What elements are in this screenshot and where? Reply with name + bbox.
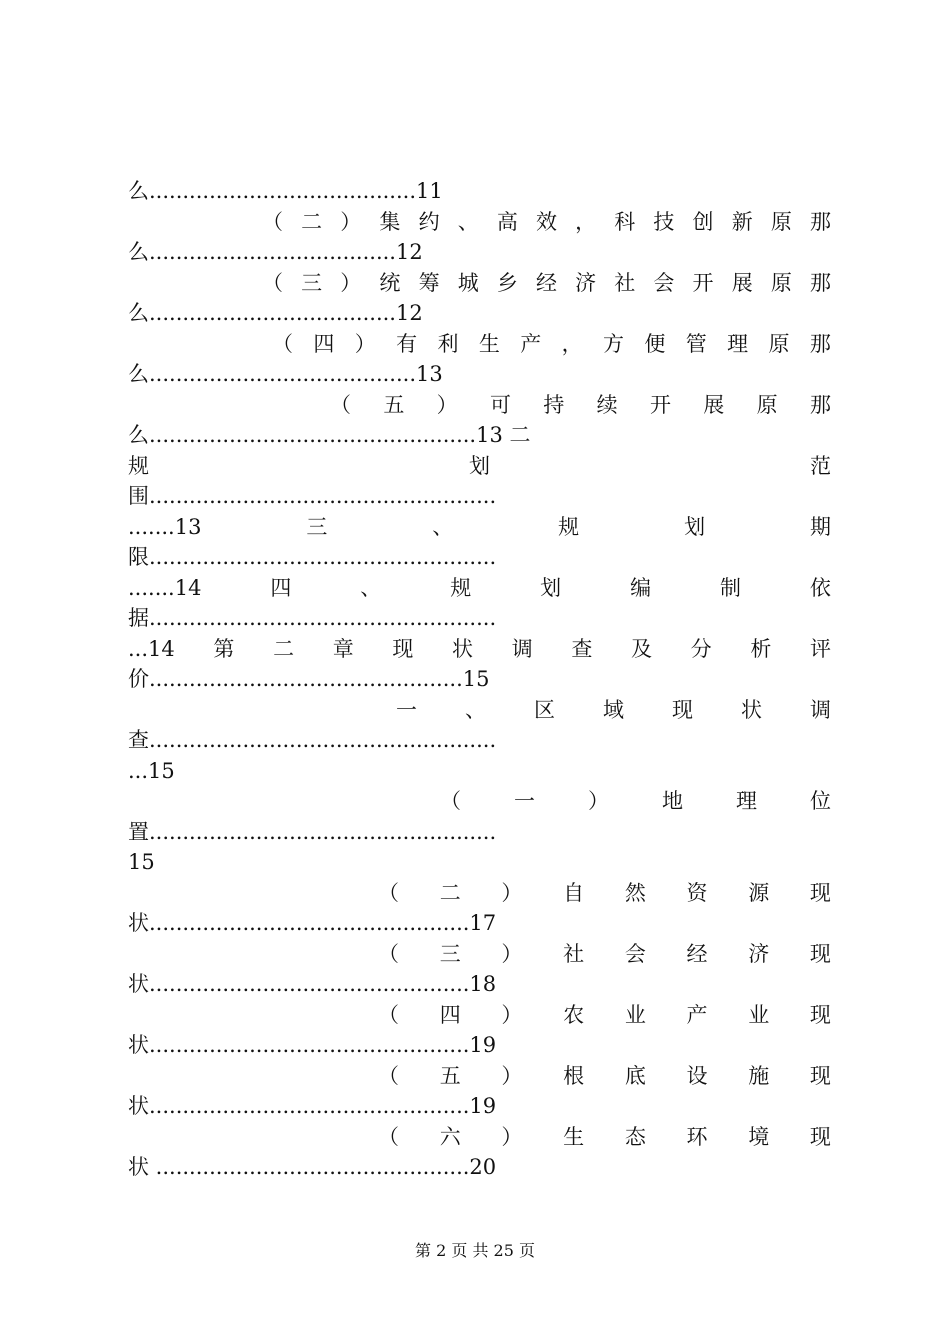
toc-token: 高: [496, 209, 518, 234]
toc-line: [128, 298, 831, 329]
toc-token: 新: [731, 209, 753, 234]
toc-token: 原: [770, 270, 792, 295]
toc-token: 查: [571, 636, 593, 661]
toc-token: 源: [748, 880, 770, 905]
toc-token: 及: [631, 636, 652, 661]
toc-token: （: [378, 880, 399, 905]
toc-line: [128, 1091, 831, 1122]
toc-token: 依: [809, 575, 831, 600]
toc-token: 划: [684, 514, 706, 539]
toc-token: 区: [534, 697, 555, 722]
toc-line: [128, 603, 831, 634]
toc-line: [128, 542, 831, 573]
toc-token: 农: [563, 1002, 585, 1027]
toc-token: 调: [511, 636, 533, 661]
toc-text: 状................................................19: [128, 1094, 497, 1118]
toc-token: 管: [685, 331, 707, 356]
toc-line: [128, 634, 831, 665]
toc-text: 状 ...............................................20: [128, 1155, 497, 1179]
toc-line: [128, 268, 831, 299]
toc-line: [128, 420, 831, 451]
toc-token: 划: [540, 575, 562, 600]
toc-line: [128, 1030, 831, 1061]
toc-token: 三: [301, 270, 323, 295]
toc-token: 创: [692, 209, 714, 234]
toc-token: 产: [686, 1002, 708, 1027]
toc-token: 期: [809, 514, 831, 539]
toc-token: 展: [703, 392, 725, 417]
toc-text: 价...............................................15: [128, 667, 490, 691]
toc-token: ，: [575, 209, 597, 234]
toc-token: 规: [128, 453, 149, 478]
toc-token: 分: [690, 636, 712, 661]
toc-line: [128, 969, 831, 1000]
toc-text: 么........................................11: [128, 179, 443, 203]
toc-line: [128, 1152, 831, 1183]
toc-token: 规: [450, 575, 472, 600]
toc-token: （: [262, 209, 283, 234]
toc-text: 么.....................................12: [128, 240, 423, 264]
toc-line: [128, 756, 831, 787]
toc-text: 查....................................................: [128, 728, 497, 752]
toc-token: ）: [436, 392, 458, 417]
toc-line: [128, 512, 831, 543]
toc-token: 业: [748, 1002, 770, 1027]
toc-line: [128, 481, 831, 512]
toc-token: 原: [756, 392, 778, 417]
toc-text: 置....................................................: [128, 819, 497, 844]
toc-line: [128, 207, 831, 238]
toc-token: 技: [653, 209, 675, 234]
toc-line: [128, 847, 831, 878]
toc-token: （: [378, 941, 399, 966]
toc-line: [128, 695, 831, 726]
toc-text: 状................................................17: [128, 911, 497, 935]
toc-token: （: [272, 331, 293, 356]
toc-line: [128, 329, 831, 360]
toc-line: [128, 176, 831, 207]
toc-token: 地: [662, 789, 683, 813]
toc-text: 限....................................................: [128, 545, 497, 569]
toc-line: [128, 237, 831, 268]
toc-token: （: [378, 1063, 399, 1088]
toc-token: 状: [452, 636, 474, 661]
toc-line: [128, 451, 831, 482]
toc-line: [128, 1000, 831, 1031]
toc-token: 规: [558, 514, 580, 539]
toc-token: 然: [624, 880, 646, 905]
toc-line: [128, 908, 831, 939]
toc-token: 现: [809, 1002, 831, 1027]
toc-token: 、: [432, 514, 454, 539]
toc-token: ）: [501, 1063, 523, 1088]
toc-token: 域: [603, 697, 624, 722]
toc-token: 、: [465, 697, 486, 722]
toc-token: 会: [624, 941, 646, 966]
toc-token: 会: [653, 270, 675, 295]
toc-token: 理: [727, 331, 749, 356]
toc-token: 状: [741, 697, 762, 722]
page-footer: 第 2 页 共 25 页: [415, 1241, 535, 1260]
toc-token: 那: [809, 392, 831, 417]
toc-token: 制: [719, 575, 741, 600]
toc-token: 展: [731, 270, 753, 295]
toc-text: 状................................................19: [128, 1033, 497, 1057]
toc-token: 开: [649, 392, 671, 417]
toc-token: 可: [489, 392, 511, 417]
toc-token: （: [378, 1124, 399, 1149]
toc-token: 原: [770, 209, 792, 234]
toc-token: 境: [748, 1124, 770, 1149]
toc-token: 五: [439, 1063, 461, 1088]
toc-token: 济: [575, 270, 597, 295]
toc-token: 二: [273, 636, 295, 661]
toc-token: 业: [624, 1002, 646, 1027]
toc-token: ）: [340, 209, 362, 234]
toc-token: 经: [535, 270, 557, 295]
toc-line: [128, 725, 831, 756]
toc-token: 乡: [496, 270, 518, 295]
toc-token: ）: [501, 1124, 523, 1149]
toc-token: 析: [750, 636, 772, 661]
toc-token: 、: [457, 209, 479, 234]
toc-token: 四: [270, 575, 292, 600]
toc-token: 三: [306, 514, 328, 539]
toc-line: [128, 939, 831, 970]
toc-token: （: [330, 392, 351, 417]
toc-token: 原: [768, 331, 790, 356]
toc-token: 现: [392, 636, 414, 661]
toc-token: 二: [439, 880, 461, 905]
toc-line: [128, 573, 831, 604]
toc-token: 态: [624, 1124, 646, 1149]
toc-token: 环: [686, 1124, 708, 1149]
toc-token: 社: [563, 941, 585, 966]
toc-token: 约: [418, 209, 440, 234]
toc-token: 那: [809, 209, 831, 234]
toc-token: 四: [313, 331, 335, 356]
toc-token: 第: [213, 636, 235, 661]
toc-token: 六: [439, 1124, 461, 1149]
toc-token: 划: [469, 453, 490, 478]
toc-token: 调: [810, 697, 831, 722]
toc-token: 持: [543, 392, 565, 417]
toc-token: 现: [809, 1063, 831, 1088]
toc-token: 效: [535, 209, 557, 234]
table-of-contents: [128, 176, 831, 1183]
toc-token: 便: [644, 331, 666, 356]
toc-token: 自: [563, 880, 585, 905]
toc-token: 根: [563, 1063, 585, 1088]
toc-token: 理: [736, 789, 757, 813]
toc-token: 资: [686, 880, 708, 905]
toc-token: （: [440, 789, 461, 813]
toc-text: 么.................................................13 二: [128, 423, 531, 447]
toc-token: 集: [379, 209, 401, 234]
toc-token: 一: [514, 789, 535, 813]
toc-token: 、: [360, 575, 382, 600]
toc-token: 有: [396, 331, 418, 356]
toc-line: [128, 817, 831, 848]
toc-line: [128, 390, 831, 421]
toc-token: 那: [809, 270, 831, 295]
toc-token: 五: [383, 392, 405, 417]
toc-token: ）: [354, 331, 376, 356]
toc-token: 现: [672, 697, 693, 722]
toc-token: 底: [624, 1063, 646, 1088]
toc-token: 设: [686, 1063, 708, 1088]
toc-token: 科: [614, 209, 636, 234]
toc-token: 济: [748, 941, 770, 966]
toc-token: 续: [596, 392, 618, 417]
toc-token: ）: [501, 941, 523, 966]
toc-token: 四: [439, 1002, 461, 1027]
toc-token: ，: [561, 331, 583, 356]
toc-token: 范: [810, 453, 831, 478]
toc-token: .......13: [128, 514, 202, 539]
toc-line: [128, 1061, 831, 1092]
toc-text: ...15: [128, 758, 175, 783]
toc-token: 位: [810, 789, 831, 813]
toc-token: 生: [563, 1124, 585, 1149]
toc-text: 么.....................................12: [128, 301, 423, 325]
toc-token: 生: [478, 331, 500, 356]
toc-token: 一: [396, 697, 417, 722]
toc-token: ）: [501, 880, 523, 905]
toc-token: 施: [748, 1063, 770, 1088]
toc-token: 现: [809, 1124, 831, 1149]
toc-token: （: [378, 1002, 399, 1027]
toc-token: 社: [614, 270, 636, 295]
toc-token: ...14: [128, 636, 175, 661]
toc-token: 二: [301, 209, 323, 234]
toc-line: [128, 786, 831, 817]
toc-token: ）: [588, 789, 609, 813]
toc-token: 评: [809, 636, 831, 661]
toc-token: 开: [692, 270, 714, 295]
toc-line: [128, 664, 831, 695]
toc-token: 现: [809, 941, 831, 966]
toc-token: 现: [809, 880, 831, 905]
toc-line: [128, 878, 831, 909]
toc-token: ）: [340, 270, 362, 295]
toc-token: 筹: [418, 270, 440, 295]
toc-token: 产: [520, 331, 542, 356]
toc-token: 经: [686, 941, 708, 966]
toc-token: 编: [630, 575, 652, 600]
toc-token: 利: [437, 331, 459, 356]
toc-token: 统: [379, 270, 401, 295]
toc-token: 城: [457, 270, 479, 295]
toc-text: 状................................................18: [128, 972, 497, 996]
toc-token: 方: [603, 331, 624, 356]
toc-token: ）: [501, 1002, 523, 1027]
toc-line: [128, 1122, 831, 1153]
toc-text: 15: [128, 850, 155, 874]
toc-token: （: [262, 270, 283, 295]
toc-text: 围....................................................: [128, 484, 497, 508]
toc-line: [128, 359, 831, 390]
toc-text: 据....................................................: [128, 606, 497, 630]
toc-token: 那: [809, 331, 831, 356]
toc-token: .......14: [128, 575, 202, 600]
toc-token: 章: [332, 636, 354, 661]
toc-text: 么........................................13: [128, 362, 443, 386]
toc-token: 三: [439, 941, 461, 966]
